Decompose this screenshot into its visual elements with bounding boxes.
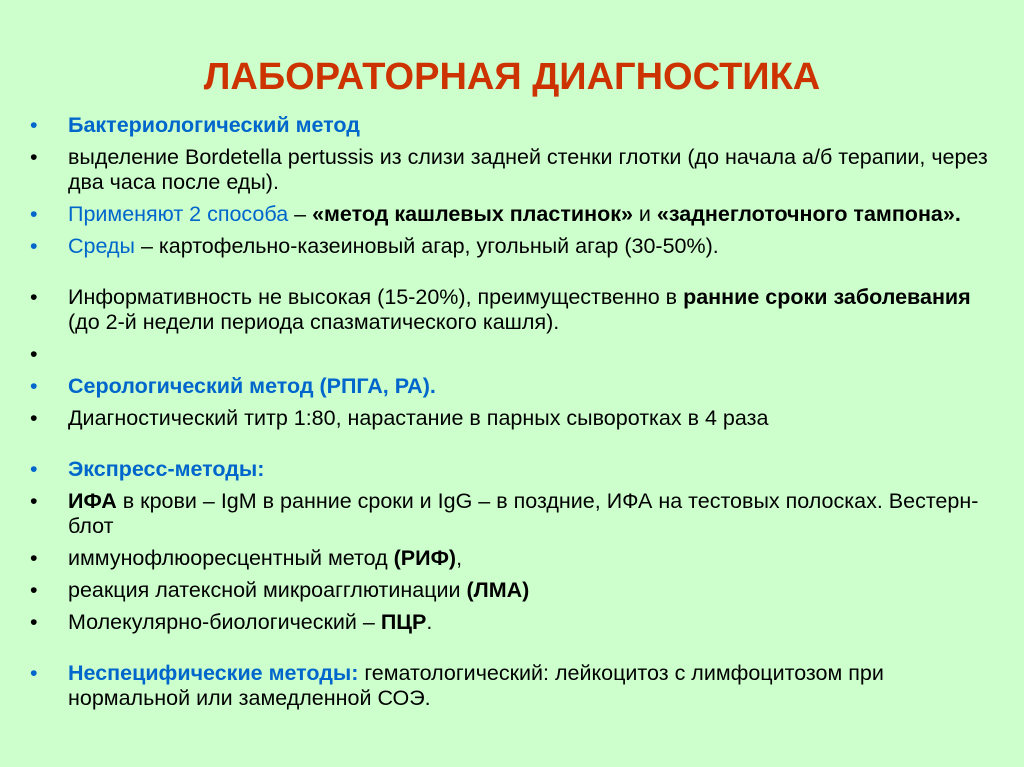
- list-item: [30, 578, 1005, 603]
- media-text: – картофельно-казеиновый агар, угольный агар (30-50%).: [134, 234, 719, 258]
- media-prefix: Среды: [68, 234, 135, 258]
- early-stage-text: ранние сроки заболевания: [683, 285, 971, 309]
- ifa-label: ИФА: [68, 489, 117, 513]
- bacteriological-method-heading: Бактериологический метод: [68, 113, 360, 137]
- informativeness-text: Информативность не высокая (15-20%), преимущественно в: [68, 285, 684, 309]
- express-methods-heading: Экспресс-методы:: [68, 457, 265, 481]
- bullet-icon: •: [30, 145, 38, 169]
- list-item: [30, 546, 1005, 571]
- lma-label: (ЛМА): [466, 578, 530, 602]
- rif-end: ,: [456, 546, 463, 570]
- list-item: [30, 113, 1005, 138]
- nonspecific-text: гематологический: лейкоцитоз с лимфоцитозом при нормальной или замедленной СОЭ.: [68, 661, 884, 710]
- ifa-text: в крови – IgM в ранние сроки и IgG – в поздние, ИФА на тестовых полосках. Вестерн-блот: [68, 489, 979, 538]
- list-item: [30, 661, 1005, 711]
- nonspecific-methods-heading: Неспецифические методы:: [68, 661, 359, 685]
- isolation-text: выделение Bordetella pertussis из слизи задней стенки глотки (до начала а/б терапии, через два часа после еды).: [68, 145, 988, 194]
- methods-dash: –: [288, 202, 313, 226]
- bullet-icon: •: [30, 546, 38, 570]
- bullet-icon: •: [30, 578, 38, 602]
- serological-method-heading: Серологический метод (РПГА, РА).: [68, 374, 436, 398]
- bullet-list: [30, 106, 1005, 711]
- bullet-icon: •: [30, 342, 38, 366]
- list-item: [30, 202, 1005, 227]
- bullet-icon: •: [30, 489, 38, 513]
- lma-text: реакция латексной микроагглютинации: [68, 578, 467, 602]
- cough-plate-method: «метод кашлевых пластинок»: [312, 202, 633, 226]
- pcr-end: .: [426, 610, 433, 634]
- pcr-text: Молекулярно-биологический –: [68, 610, 381, 634]
- methods-prefix: Применяют 2 способа: [68, 202, 289, 226]
- list-item: [30, 610, 1005, 635]
- titer-text: Диагностический титр 1:80, нарастание в парных сыворотках в 4 раза: [68, 406, 769, 430]
- bullet-icon: •: [30, 374, 38, 398]
- list-item: [30, 234, 1005, 259]
- bullet-icon: •: [30, 202, 38, 226]
- rif-label: (РИФ): [393, 546, 457, 570]
- list-item: [30, 406, 1005, 431]
- bullet-icon: •: [30, 113, 38, 137]
- list-item: [30, 374, 1005, 399]
- list-item: [30, 145, 1005, 195]
- pcr-label: ПЦР: [380, 610, 427, 634]
- bullet-icon: •: [30, 457, 38, 481]
- list-item: [30, 489, 1005, 539]
- list-item-empty: [30, 342, 1005, 367]
- slide-title: ЛАБОРАТОРНАЯ ДИАГНОСТИКА: [203, 56, 821, 98]
- methods-and: и: [632, 202, 657, 226]
- bullet-icon: •: [30, 406, 38, 430]
- bullet-icon: •: [30, 285, 38, 309]
- list-item: [30, 285, 1005, 335]
- informativeness-rest: (до 2-й недели периода спазматического кашля).: [68, 310, 560, 334]
- bullet-icon: •: [30, 610, 38, 634]
- bullet-icon: •: [30, 661, 38, 685]
- list-item: [30, 457, 1005, 482]
- swab-method: «заднеглоточного тампона».: [656, 202, 961, 226]
- rif-text: иммунофлюоресцентный метод: [68, 546, 394, 570]
- bullet-icon: •: [30, 234, 38, 258]
